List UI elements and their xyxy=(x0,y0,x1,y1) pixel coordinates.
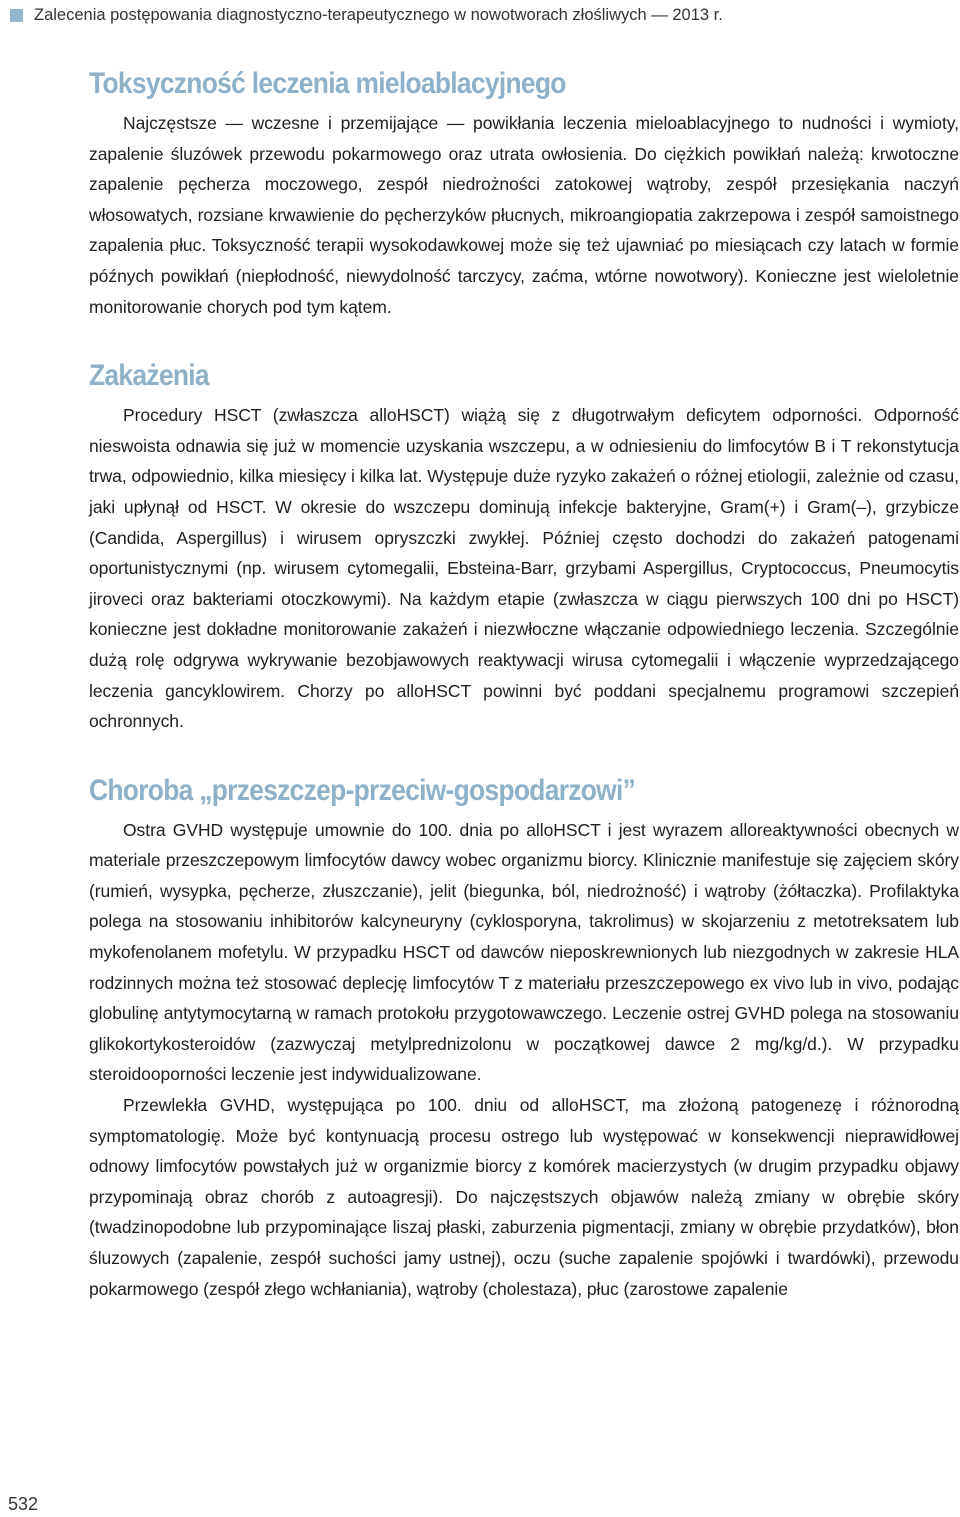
running-title: Zalecenia postępowania diagnostyczno-terapeutycznego w nowotworach złośliwych — 2013 r. xyxy=(34,5,723,24)
page-number: 532 xyxy=(8,1494,39,1514)
paragraph: Ostra GVHD występuje umownie do 100. dnia po alloHSCT i jest wyrazem alloreaktywności obecnych w materiale przeszczepowym limfocytów dawcy wobec organizmu biorcy. Klinicznie manifestuje się zajęciem skóry (rumień, wysypka, pęcherze, złuszczanie), jelit (biegunka, ból, niedrożność) i wątroby (żółtaczka). Profilaktyka polega na stosowaniu inhibitorów kalcyneuryny (cyklosporyna, takrolimus) w skojarzeniu z metotreksatem lub mykofenolanem mofetylu. W przypadku HSCT od dawców nieposkrewnionych lub niezgodnych w zakresie HLA rodzinnych można też stosować deplecję limfocytów T z materiału przeszczepowego ex vivo lub in vivo, podając globulinę antytymocytarną w ramach protokołu przygotowawczego. Leczenie ostrej GVHD polega na stosowaniu glikokortykosteroidów (zazwyczaj metylprednizolonu w początkowej dawce 2 mg/kg/d.). W przypadku steroidooporności leczenie jest indywidualizowane. xyxy=(89,819,959,1085)
header-square-icon xyxy=(10,9,23,22)
paragraph: Przewlekła GVHD, występująca po 100. dniu od alloHSCT, ma złożoną patogenezę i różnorodną symptomatologię. Może być kontynuacją procesu ostrego lub występować w konsekwencji nieprawidłowej odnowy limfocytów powstałych już w organizmie biorcy z komórek macierzystych (w drugim przypadku objawy przypominają obraz chorób z autoagresji). Do najczęstszych objawów należą zmiany w obrębie skóry (twadzinopodobne lub przypominające liszaj płaski, zaburzenia pigmentacji, zmiany w obrębie przydatków), błon śluzowych (zapalenie, zespół suchości jamy ustnej), oczu (suche zapalenie spojówki i twardówki), przewodu pokarmowego (zespół złego wchłaniania), wątroby (cholestaza), płuc (zarostowe zapalenie xyxy=(89,1095,959,1299)
section-body-infections xyxy=(89,400,959,737)
section-body-gvhd xyxy=(89,815,959,1305)
section-title-toxicity: Toksyczność leczenia mieloablacyjnego xyxy=(89,67,566,100)
section-body-toxicity xyxy=(89,108,959,322)
paragraph: Najczęstsze — wczesne i przemijające — powikłania leczenia mieloablacyjnego to nudności i wymioty, zapalenie śluzówek przewodu pokarmowego oraz utrata owłosienia. Do ciężkich powikłań należą: krwotoczne zapalenie pęcherza moczowego, zespół niedrożności zatokowej wątroby, zespół przesiękania naczyń włosowatych, rozsiane krwawienie do pęcherzyków płucnych, mikroangiopatia zakrzepowa i zespół samoistnego zapalenia płuc. Toksyczność terapii wysokodawkowej może się też ujawniać po miesiącach czy latach w formie późnych powikłań (niepłodność, niewydolność tarczycy, zaćma, wtórne nowotwory). Konieczne jest wieloletnie monitorowanie chorych pod tym kątem. xyxy=(89,113,959,317)
page-content xyxy=(89,64,959,1304)
section-infections xyxy=(89,356,959,737)
section-title-infections: Zakażenia xyxy=(89,359,209,393)
paragraph: Procedury HSCT (zwłaszcza alloHSCT) wiążą się z długotrwałym deficytem odporności. Odporność nieswoista odnawia się już w momencie uzyskania wszczepu, a w odniesieniu do limfocytów B i T rekonstytucja trwa, odpowiednio, kilka miesięcy i kilka lat. Występuje duże ryzyko zakażeń o różnej etiologii, zależnie od czasu, jaki upłynął od HSCT. W okresie do wszczepu dominują infekcje bakteryjne, Gram(+) i Gram(–), grzybicze (Candida, Aspergillus) i wirusem opryszczki zwykłej. Później często dochodzi do zakażeń patogenami oportunistycznymi (np. wirusem cytomegalii, Ebsteina-Barr, grzybami Aspergillus, Cryptococcus, Pneumocytis jiroveci oraz bakteriami otoczkowymi). Na każdym etapie (zwłaszcza w ciągu pierwszych 100 dni po HSCT) konieczne jest dokładne monitorowanie zakażeń i niezwłoczne włączanie odpowiedniego leczenia. Szczególnie dużą rolę odgrywa wykrywanie bezobjawowych reaktywacji wirusa cytomegalii i włączenie wyprzedzającego leczenia gancyklowirem. Chorzy po alloHSCT powinni być poddani specjalnemu programowi szczepień ochronnych. xyxy=(89,405,959,732)
running-header xyxy=(10,4,723,26)
section-title-gvhd: Choroba „przeszczep-przeciw-gospodarzowi” xyxy=(89,773,636,807)
section-gvhd xyxy=(89,771,959,1305)
section-toxicity xyxy=(89,64,959,322)
